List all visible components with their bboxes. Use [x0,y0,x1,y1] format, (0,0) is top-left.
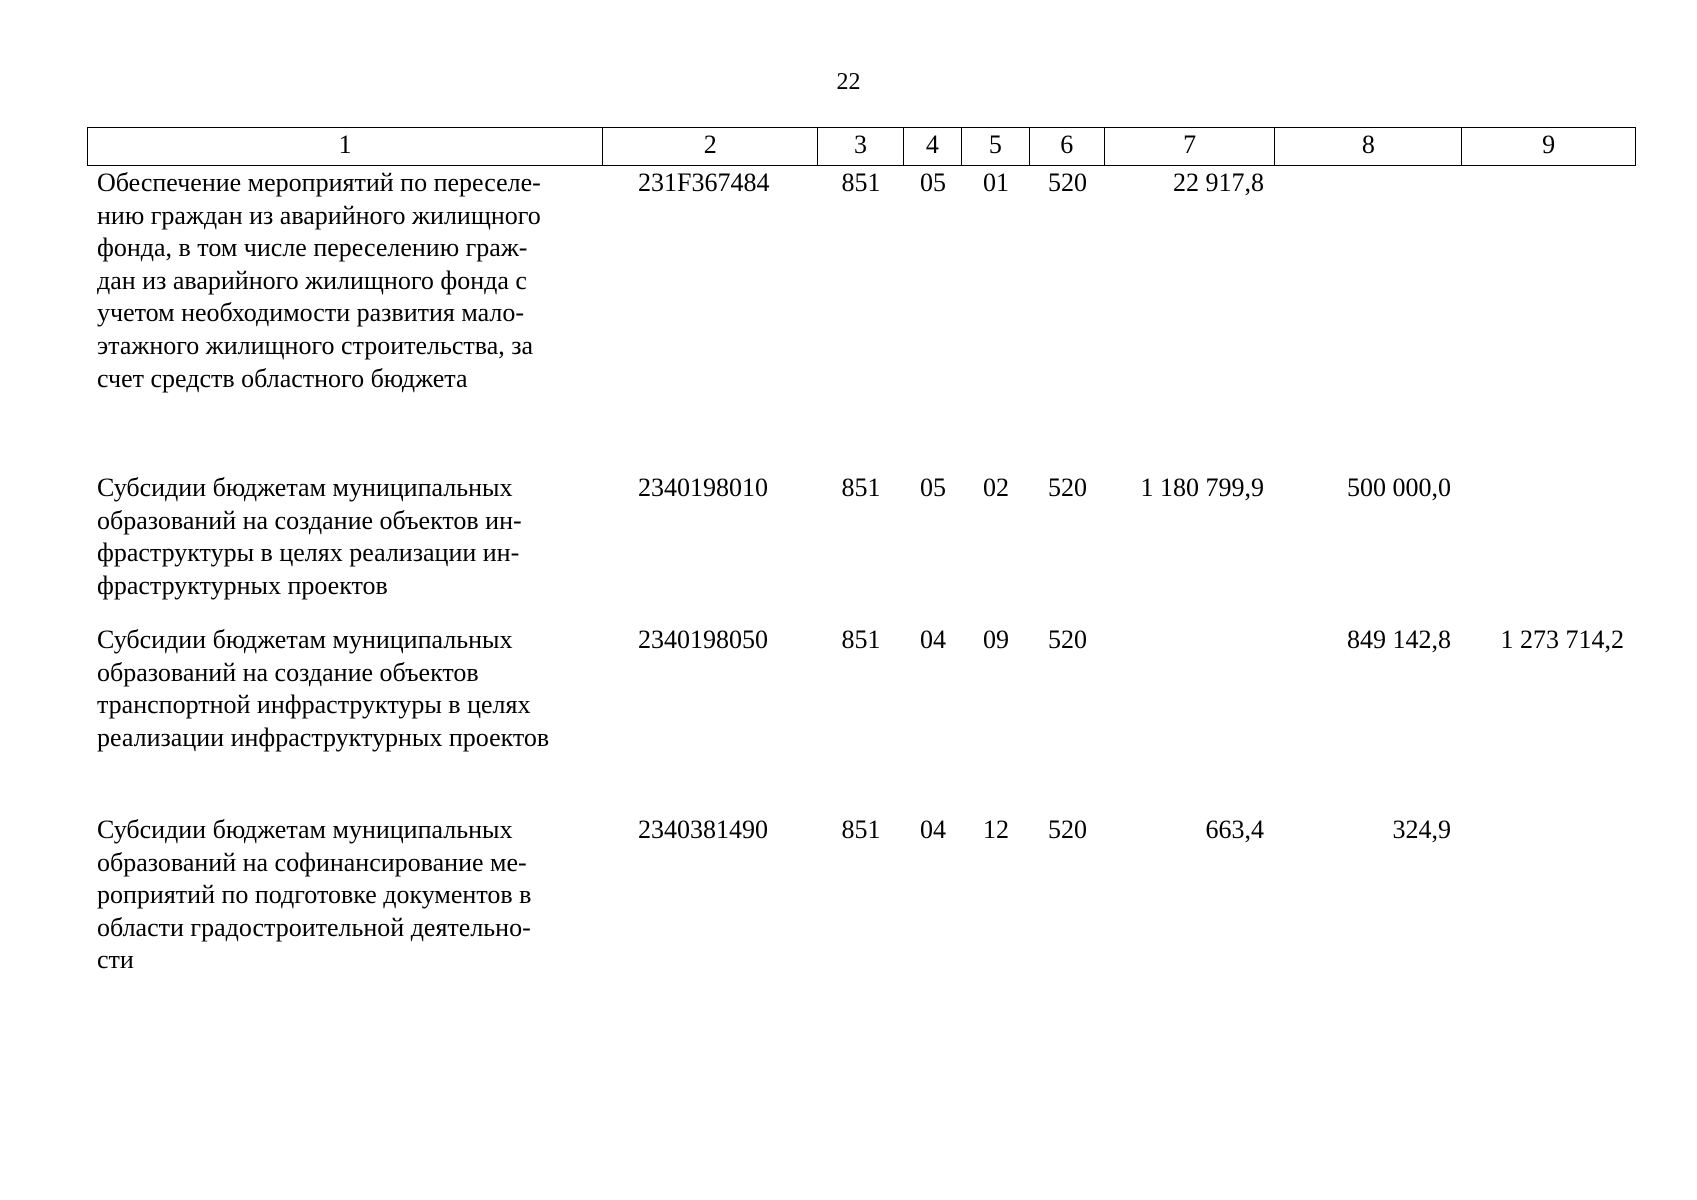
table-row [87,472,1636,602]
description-line: Субсидии бюджетам муниципальных [97,815,513,844]
header-col-7: 7 [1105,128,1276,165]
description-line: образований на создание объектов [97,657,479,687]
table-row [87,624,1636,754]
row-col-8: 849 142,8 [1347,625,1451,654]
description-line: реализации инфраструктурных проектов [97,722,550,752]
row-col-7: 1 180 799,9 [1140,473,1264,502]
description-line: нию граждан из аварийного жилищного [97,200,541,230]
row-col-6: 520 [1048,815,1087,844]
row-code: 2340198050 [638,625,768,654]
row-col-3: 851 [841,473,881,502]
row-col-8 [1276,167,1463,395]
table-header [87,127,1636,166]
row-col-4: 04 [920,625,946,654]
table-row [87,814,1636,977]
description-line: транспортной инфраструктуры в целях [97,690,531,720]
row-code: 2340381490 [638,815,768,844]
row-col-3: 851 [841,815,881,844]
row-col-4: 04 [920,815,946,844]
row-description [87,814,603,977]
row-col-6: 520 [1048,168,1087,197]
row-col-9 [1463,814,1636,977]
row-description [87,624,603,754]
row-col-7 [1105,624,1276,754]
header-col-3: 3 [818,128,904,165]
row-col-4: 05 [920,168,946,197]
row-col-9: 1 273 714,2 [1500,625,1624,654]
row-description [87,472,603,602]
header-col-8: 8 [1275,128,1462,165]
row-col-5: 12 [983,815,1009,844]
description-line: фонда, в том числе переселению граж- [97,233,528,263]
description-line: фраструктурных проектов [97,570,388,600]
row-code: 231F367484 [638,168,770,197]
row-col-7: 22 917,8 [1173,168,1264,197]
row-col-6: 520 [1048,625,1087,654]
header-col-2: 2 [603,128,818,165]
row-col-8: 324,9 [1392,815,1451,844]
description-line: фраструктуры в целях реализации ин- [97,538,520,568]
header-col-1: 1 [88,128,603,165]
header-col-6: 6 [1030,128,1105,165]
row-code: 2340198010 [638,473,768,502]
row-col-5: 02 [983,473,1009,502]
description-line: Субсидии бюджетам муниципальных [97,473,513,502]
description-line: Обеспечение мероприятий по переселе- [97,168,541,197]
description-line: учетом необходимости развития мало- [97,298,525,328]
table-row [87,167,1636,395]
row-col-9 [1463,167,1636,395]
row-col-8: 500 000,0 [1347,473,1451,502]
row-col-4: 05 [920,473,946,502]
description-line: образований на создание объектов ин- [97,505,522,535]
description-line: сти [97,945,134,975]
description-line: этажного жилищного строительства, за [97,330,534,360]
row-description [87,167,603,395]
description-line: дан из аварийного жилищного фонда с [97,265,527,295]
row-col-5: 09 [983,625,1009,654]
row-col-7: 663,4 [1205,815,1264,844]
description-line: области градостроительной деятельно- [97,912,531,942]
header-col-4: 4 [904,128,962,165]
description-line: счет средств областного бюджета [97,363,468,393]
row-col-9 [1463,472,1636,602]
header-col-5: 5 [962,128,1030,165]
row-col-5: 01 [983,168,1009,197]
row-col-3: 851 [841,625,881,654]
row-col-3: 851 [841,168,881,197]
header-col-9: 9 [1542,130,1556,159]
page-number: 22 [836,69,861,95]
description-line: роприятий по подготовке документов в [97,880,532,910]
description-line: образований на софинансирование ме- [97,847,527,877]
row-col-6: 520 [1048,473,1087,502]
description-line: Субсидии бюджетам муниципальных [97,625,513,654]
